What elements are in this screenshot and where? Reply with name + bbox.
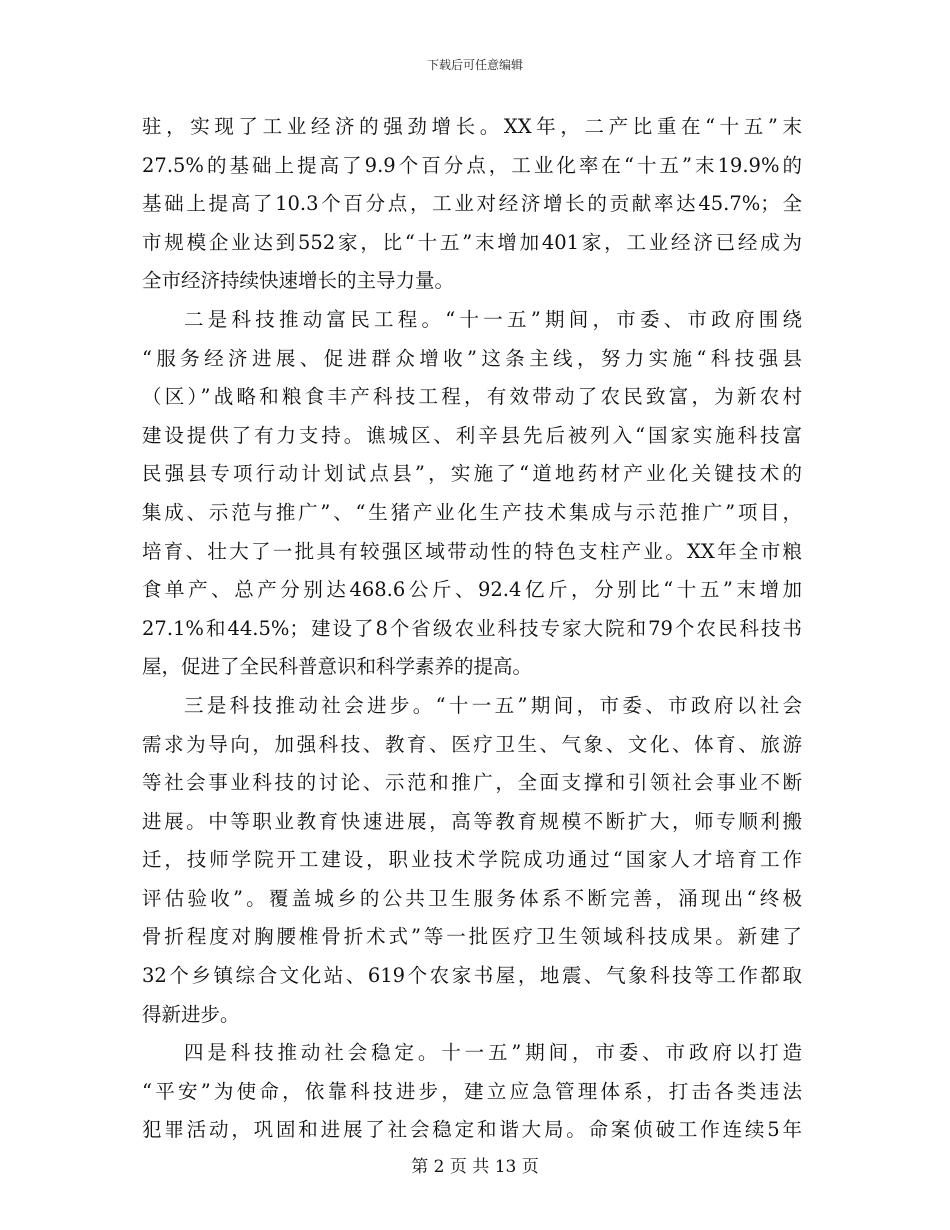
text-line: 27.5%的基础上提高了9.9个百分点，工业化率在“十五”末19.9%的 <box>142 153 802 177</box>
text-line: “服务经济进展、促进群众增收”这条主线，努力实施“科技强县 <box>142 346 802 370</box>
text-line: 犯罪活动，巩固和进展了社会稳定和谐大局。命案侦破工作连续5年 <box>142 1118 802 1142</box>
page-header-note: 下载后可任意编辑 <box>426 58 523 72</box>
paragraph-first-line: 四是科技推动社会稳定。十一五”期间，市委、市政府以打造 <box>184 1041 802 1065</box>
page-number: 第 2 页 共 13 页 <box>411 1157 539 1177</box>
text-line: 屋，促进了全民科普意识和科学素养的提高。 <box>142 655 533 679</box>
text-line: 全市经济持续快速增长的主导力量。 <box>142 269 455 293</box>
paragraph-first-line: 二是科技推动富民工程。“十一五”期间，市委、市政府围绕 <box>184 307 802 331</box>
text-line: 得新进步。 <box>142 1002 240 1026</box>
text-line: 基础上提高了10.3个百分点，工业对经济增长的贡献率达45.7%；全 <box>142 192 802 216</box>
body-text <box>142 108 802 1150</box>
text-line: “平安”为使命，依靠科技进步，建立应急管理体系，打击各类违法 <box>142 1079 802 1103</box>
text-line: 迁，技师学院开工建设，职业技术学院成功通过“国家人才培育工作 <box>142 848 802 872</box>
text-line: 食单产、总产分别达468.6公斤、92.4亿斤，分别比“十五”末增加 <box>142 578 802 602</box>
text-line: 27.1%和44.5%；建设了8个省级农业科技专家大院和79个农民科技书 <box>142 616 802 640</box>
text-line: 驻，实现了工业经济的强劲增长。XX年，二产比重在“十五”末 <box>142 115 802 138</box>
text-line: 等社会事业科技的讨论、示范和推广，全面支撑和引领社会事业不断 <box>142 771 802 795</box>
text-line: 需求为导向，加强科技、教育、医疗卫生、气象、文化、体育、旅游 <box>142 732 802 756</box>
text-line: 培育、壮大了一批具有较强区域带动性的特色支柱产业。XX年全市粮 <box>142 539 802 563</box>
paragraph-first-line: 三是科技推动社会进步。“十一五”期间，市委、市政府以社会 <box>184 693 802 717</box>
text-line: 评估验收”。覆盖城乡的公共卫生服务体系不断完善，涌现出“终极 <box>142 886 802 910</box>
text-line: 骨折程度对胸腰椎骨折术式”等一批医疗卫生领域科技成果。新建了 <box>142 925 802 949</box>
text-line: 民强县专项行动计划试点县”，实施了“道地药材产业化关键技术的 <box>142 462 802 486</box>
text-line: 集成、示范与推广”、“生猪产业化生产技术集成与示范推广”项目， <box>142 500 802 524</box>
text-line: 市规模企业达到552家，比“十五”末增加401家，工业经济已经成为 <box>142 230 802 254</box>
text-line: （区）”战略和粮食丰产科技工程，有效带动了农民致富，为新农村 <box>142 385 802 409</box>
text-line: 进展。中等职业教育快速进展，高等教育规模不断扩大，师专顺利搬 <box>142 809 802 833</box>
text-line: 建设提供了有力支持。谯城区、利辛县先后被列入“国家实施科技富 <box>142 423 802 447</box>
text-line: 32个乡镇综合文化站、619个农家书屋，地震、气象科技等工作都取 <box>142 964 802 988</box>
